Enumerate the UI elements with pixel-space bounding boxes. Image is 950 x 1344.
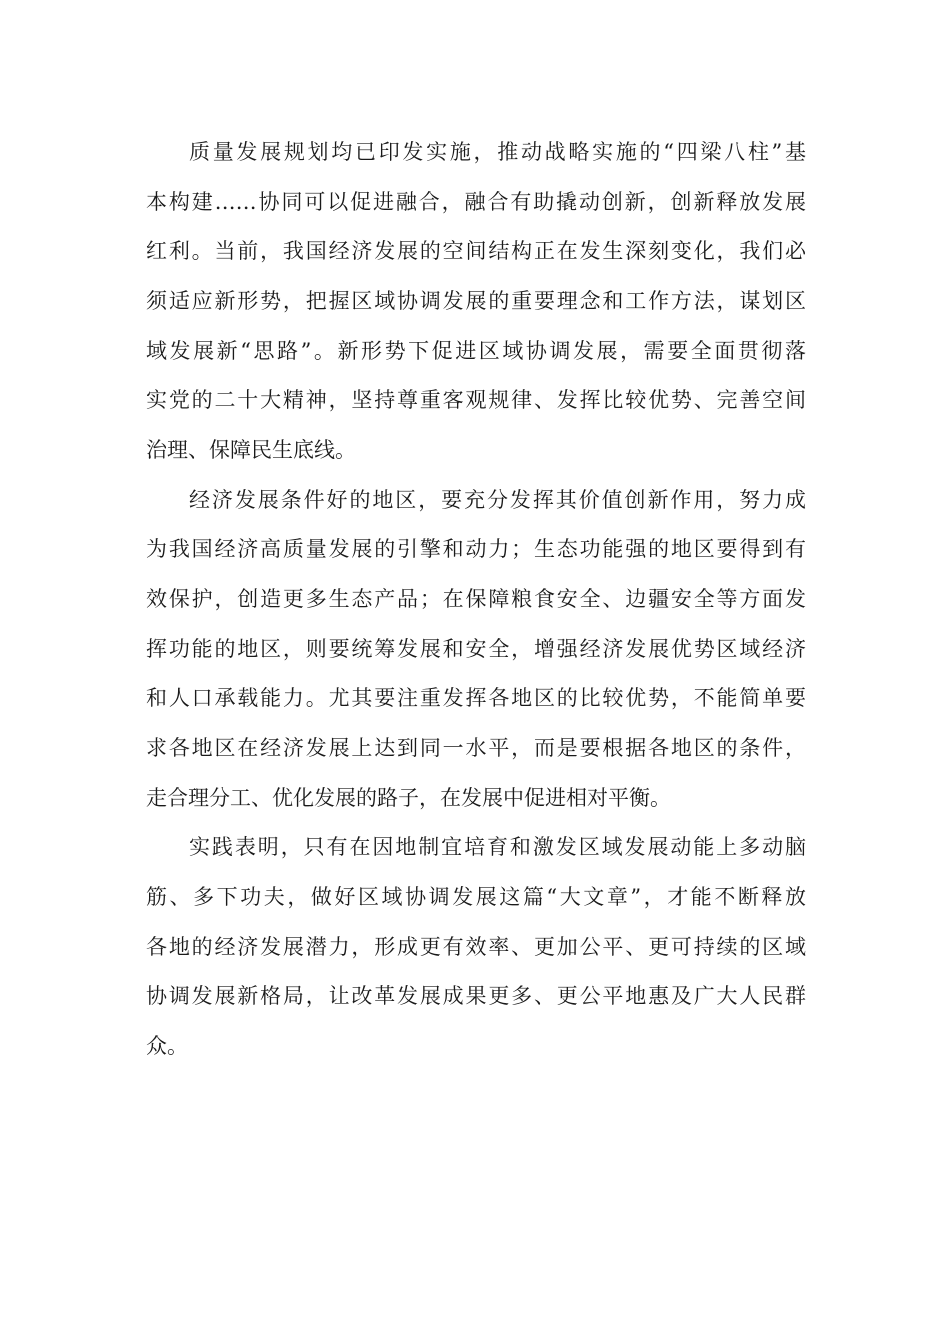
paragraph-line: 挥功能的地区，则要统筹发展和安全，增强经济发展优势区域经济 — [146, 637, 806, 661]
paragraph-line: 实党的二十大精神，坚持尊重客观规律、发挥比较优势、完善空间 — [146, 388, 806, 412]
paragraph-line: 筋、多下功夫，做好区域协调发展这篇“大文章”，才能不断释放 — [146, 885, 806, 909]
paragraph-line: 须适应新形势，把握区域协调发展的重要理念和工作方法，谋划区 — [146, 289, 806, 313]
paragraph-line: 本构建……协同可以促进融合，融合有助撬动创新，创新释放发展 — [146, 190, 806, 214]
paragraph-line: 各地的经济发展潜力，形成更有效率、更加公平、更可持续的区域 — [146, 935, 806, 959]
paragraph-line: 实践表明，只有在因地制宜培育和激发区域发展动能上多动脑 — [189, 835, 806, 859]
paragraph-line: 治理、保障民生底线。 — [146, 438, 356, 462]
paragraph-line: 红利。当前，我国经济发展的空间结构正在发生深刻变化，我们必 — [146, 239, 806, 263]
paragraph-line: 求各地区在经济发展上达到同一水平，而是要根据各地区的条件， — [146, 736, 806, 760]
paragraph-line: 为我国经济高质量发展的引擎和动力；生态功能强的地区要得到有 — [146, 537, 806, 561]
paragraph-line: 和人口承载能力。尤其要注重发挥各地区的比较优势，不能简单要 — [146, 686, 806, 710]
paragraph-line: 质量发展规划均已印发实施，推动战略实施的“四梁八柱”基 — [189, 140, 806, 164]
paragraph-line: 效保护，创造更多生态产品；在保障粮食安全、边疆安全等方面发 — [146, 587, 806, 611]
paragraph-line: 协调发展新格局，让改革发展成果更多、更公平地惠及广大人民群 — [146, 984, 806, 1008]
paragraph-line: 域发展新“思路”。新形势下促进区域协调发展，需要全面贯彻落 — [146, 339, 806, 363]
paragraph-line: 众。 — [146, 1034, 188, 1058]
paragraph-line: 经济发展条件好的地区，要充分发挥其价值创新作用，努力成 — [189, 488, 806, 512]
paragraph-line: 走合理分工、优化发展的路子，在发展中促进相对平衡。 — [146, 786, 671, 810]
